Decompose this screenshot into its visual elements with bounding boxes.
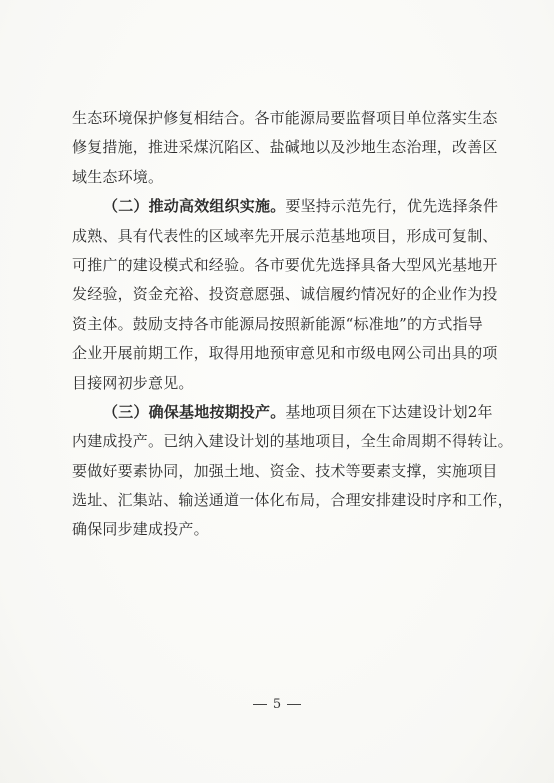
paragraph-line: 可推广的建设模式和经验。各市要优先选择具备大型风光基地开: [72, 255, 498, 274]
paragraph-first-line: [72, 398, 493, 427]
paragraph-3: [72, 398, 513, 545]
paragraph-1: [72, 104, 498, 192]
paragraph-line: 内建成投产。已纳入建设计划的基地项目，全生命周期不得转让。: [72, 432, 513, 451]
dash-right: [287, 704, 301, 705]
section-heading: （三）确保基地按期投产。: [103, 402, 286, 421]
document-body: [72, 104, 513, 545]
paragraph-line: 资主体。鼓励支持各市能源局按照新能源“标准地”的方式指导: [72, 314, 483, 333]
page-number: [0, 697, 554, 712]
paragraph-line: 发经验，资金充裕、投资意愿强、诚信履约情况好的企业作为投: [72, 285, 498, 304]
paragraph-line: 生态环境保护修复相结合。各市能源局要监督项目单位落实生态: [72, 109, 498, 127]
paragraph-line: 企业开展前期工作，取得用地预审意见和市级电网公司出具的项: [72, 344, 498, 363]
paragraph-line-rest: 要坚持示范先行，优先选择条件: [285, 197, 499, 216]
page-number-value: 5: [272, 697, 282, 712]
paragraph-2: [72, 192, 499, 398]
paragraph-line: 域生态环境。: [72, 167, 164, 186]
dash-left: [253, 704, 267, 705]
paragraph-line-rest: 基地项目须在下达建设计划2年: [285, 402, 493, 421]
paragraph-line: 目接网初步意见。: [72, 373, 194, 392]
paragraph-line: 选址、汇集站、输送通道一体化布局，合理安排建设时序和工作，: [72, 491, 513, 510]
paragraph-line: 要做好要素协同，加强土地、资金、技术等要素支撑，实施项目: [72, 461, 498, 480]
paragraph-line: 确保同步建成投产。: [72, 520, 209, 539]
section-heading: （二）推动高效组织实施。: [103, 197, 286, 216]
paragraph-line: 成熟、具有代表性的区域率先开展示范基地项目，形成可复制、: [72, 226, 498, 245]
paragraph-first-line: [72, 192, 499, 221]
paragraph-line: 修复措施，推进采煤沉陷区、盐碱地以及沙地生态治理，改善区: [72, 138, 498, 157]
